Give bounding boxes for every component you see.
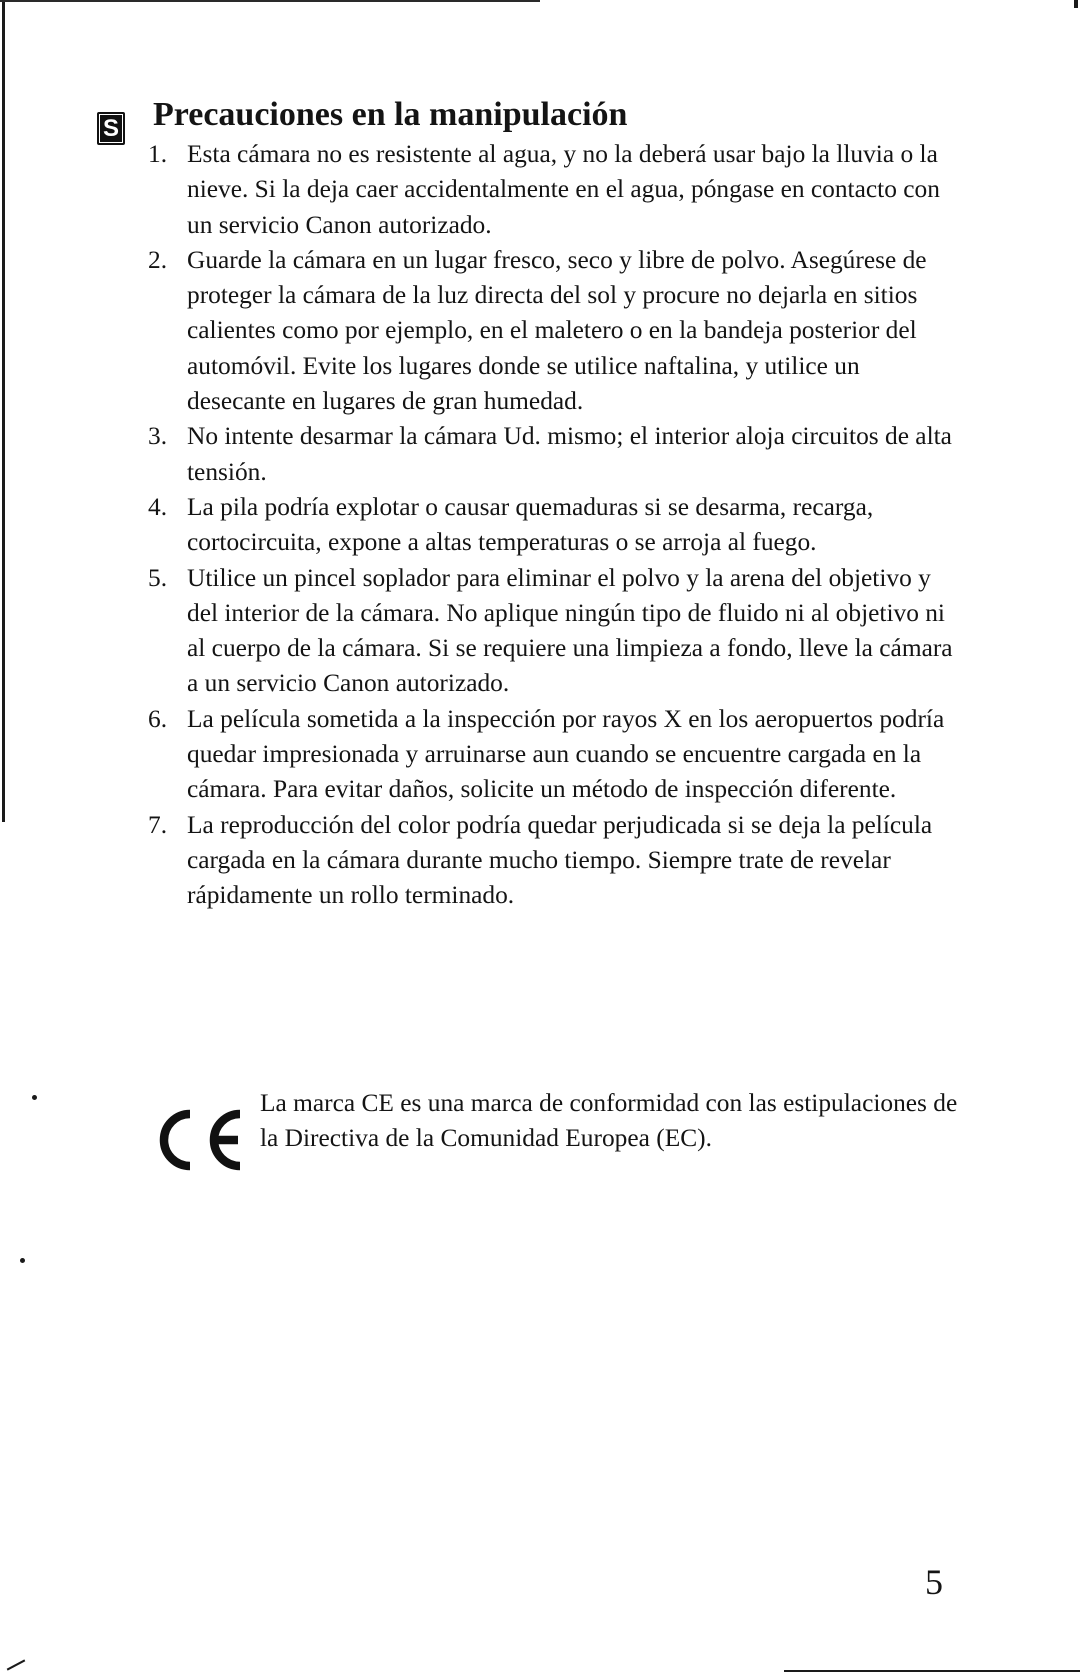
list-item-text: Utilice un pincel soplador para eliminar el polvo y la arena del objetivo y del interior de la cámara. No aplique ningún tipo de fluido ni al objetivo ni al cuerpo de la cámara. Si se requiere una limpieza a fondo, lleve la cámara a un servicio Canon autorizado.	[187, 563, 953, 698]
list-item-number: 6.	[148, 704, 168, 733]
list-item	[148, 137, 960, 243]
ce-notice-text: La marca CE es una marca de conformidad con las estipulaciones de la Directiva de la Comunidad Europea (EC).	[260, 1089, 958, 1153]
list-item-text: La pila podría explotar o causar quemaduras si se desarma, recarga, cortocircuita, expone a altas temperaturas o se arroja al fuego.	[187, 492, 874, 557]
list-item	[148, 561, 960, 702]
scan-edge-bottom-left	[7, 1659, 26, 1670]
scan-edge-left	[2, 2, 5, 822]
language-badge-letter: S	[99, 114, 123, 143]
precautions-list	[148, 137, 960, 914]
list-item-number: 5.	[148, 563, 168, 592]
list-item	[148, 490, 960, 561]
list-item-number: 7.	[148, 810, 168, 839]
list-item	[148, 243, 960, 419]
scan-corner-mark	[1074, 0, 1078, 8]
section-title: Precauciones en la manipulación	[153, 96, 628, 133]
list-item-number: 3.	[148, 422, 168, 451]
language-badge	[97, 112, 125, 145]
list-item	[148, 808, 960, 914]
ce-mark-icon	[154, 1108, 244, 1172]
scan-dot	[32, 1095, 37, 1100]
list-item-text: La película sometida a la inspección por rayos X en los aeropuertos podría quedar impresionada y arruinarse aun cuando se encuentre cargada en la cámara. Para evitar daños, solicite un método de inspección diferente.	[187, 704, 945, 804]
list-item	[148, 419, 960, 490]
list-item-text: La reproducción del color podría quedar perjudicada si se deja la película cargada en la cámara durante mucho tiempo. Siempre trate de revelar rápidamente un rollo terminado.	[187, 810, 933, 910]
ce-notice	[154, 1086, 974, 1196]
list-item	[148, 702, 960, 808]
scan-edge-bottom-right	[784, 1670, 1080, 1672]
list-item-text: Esta cámara no es resistente al agua, y no la deberá usar bajo la lluvia o la nieve. Si la deja caer accidentalmente en el agua, póngase en contacto con un servicio Canon autorizado.	[187, 140, 940, 239]
page-number: 5	[925, 1562, 943, 1602]
list-item-text: Guarde la cámara en un lugar fresco, seco y libre de polvo. Asegúrese de proteger la cámara de la luz directa del sol y procure no dejarla en sitios calientes como por ejemplo, en el maletero o en la bandeja posterior del automóvil. Evite los lugares donde se utilice naftalina, y utilice un desecante en lugares de gran humedad.	[187, 245, 927, 416]
scan-dot	[20, 1258, 25, 1263]
list-item-number: 2.	[148, 245, 168, 274]
list-item-number: 4.	[148, 492, 168, 521]
list-item-number: 1.	[148, 140, 168, 168]
scan-edge-top	[0, 0, 540, 2]
list-item-text: No intente desarmar la cámara Ud. mismo; el interior aloja circuitos de alta tensión.	[187, 422, 952, 486]
